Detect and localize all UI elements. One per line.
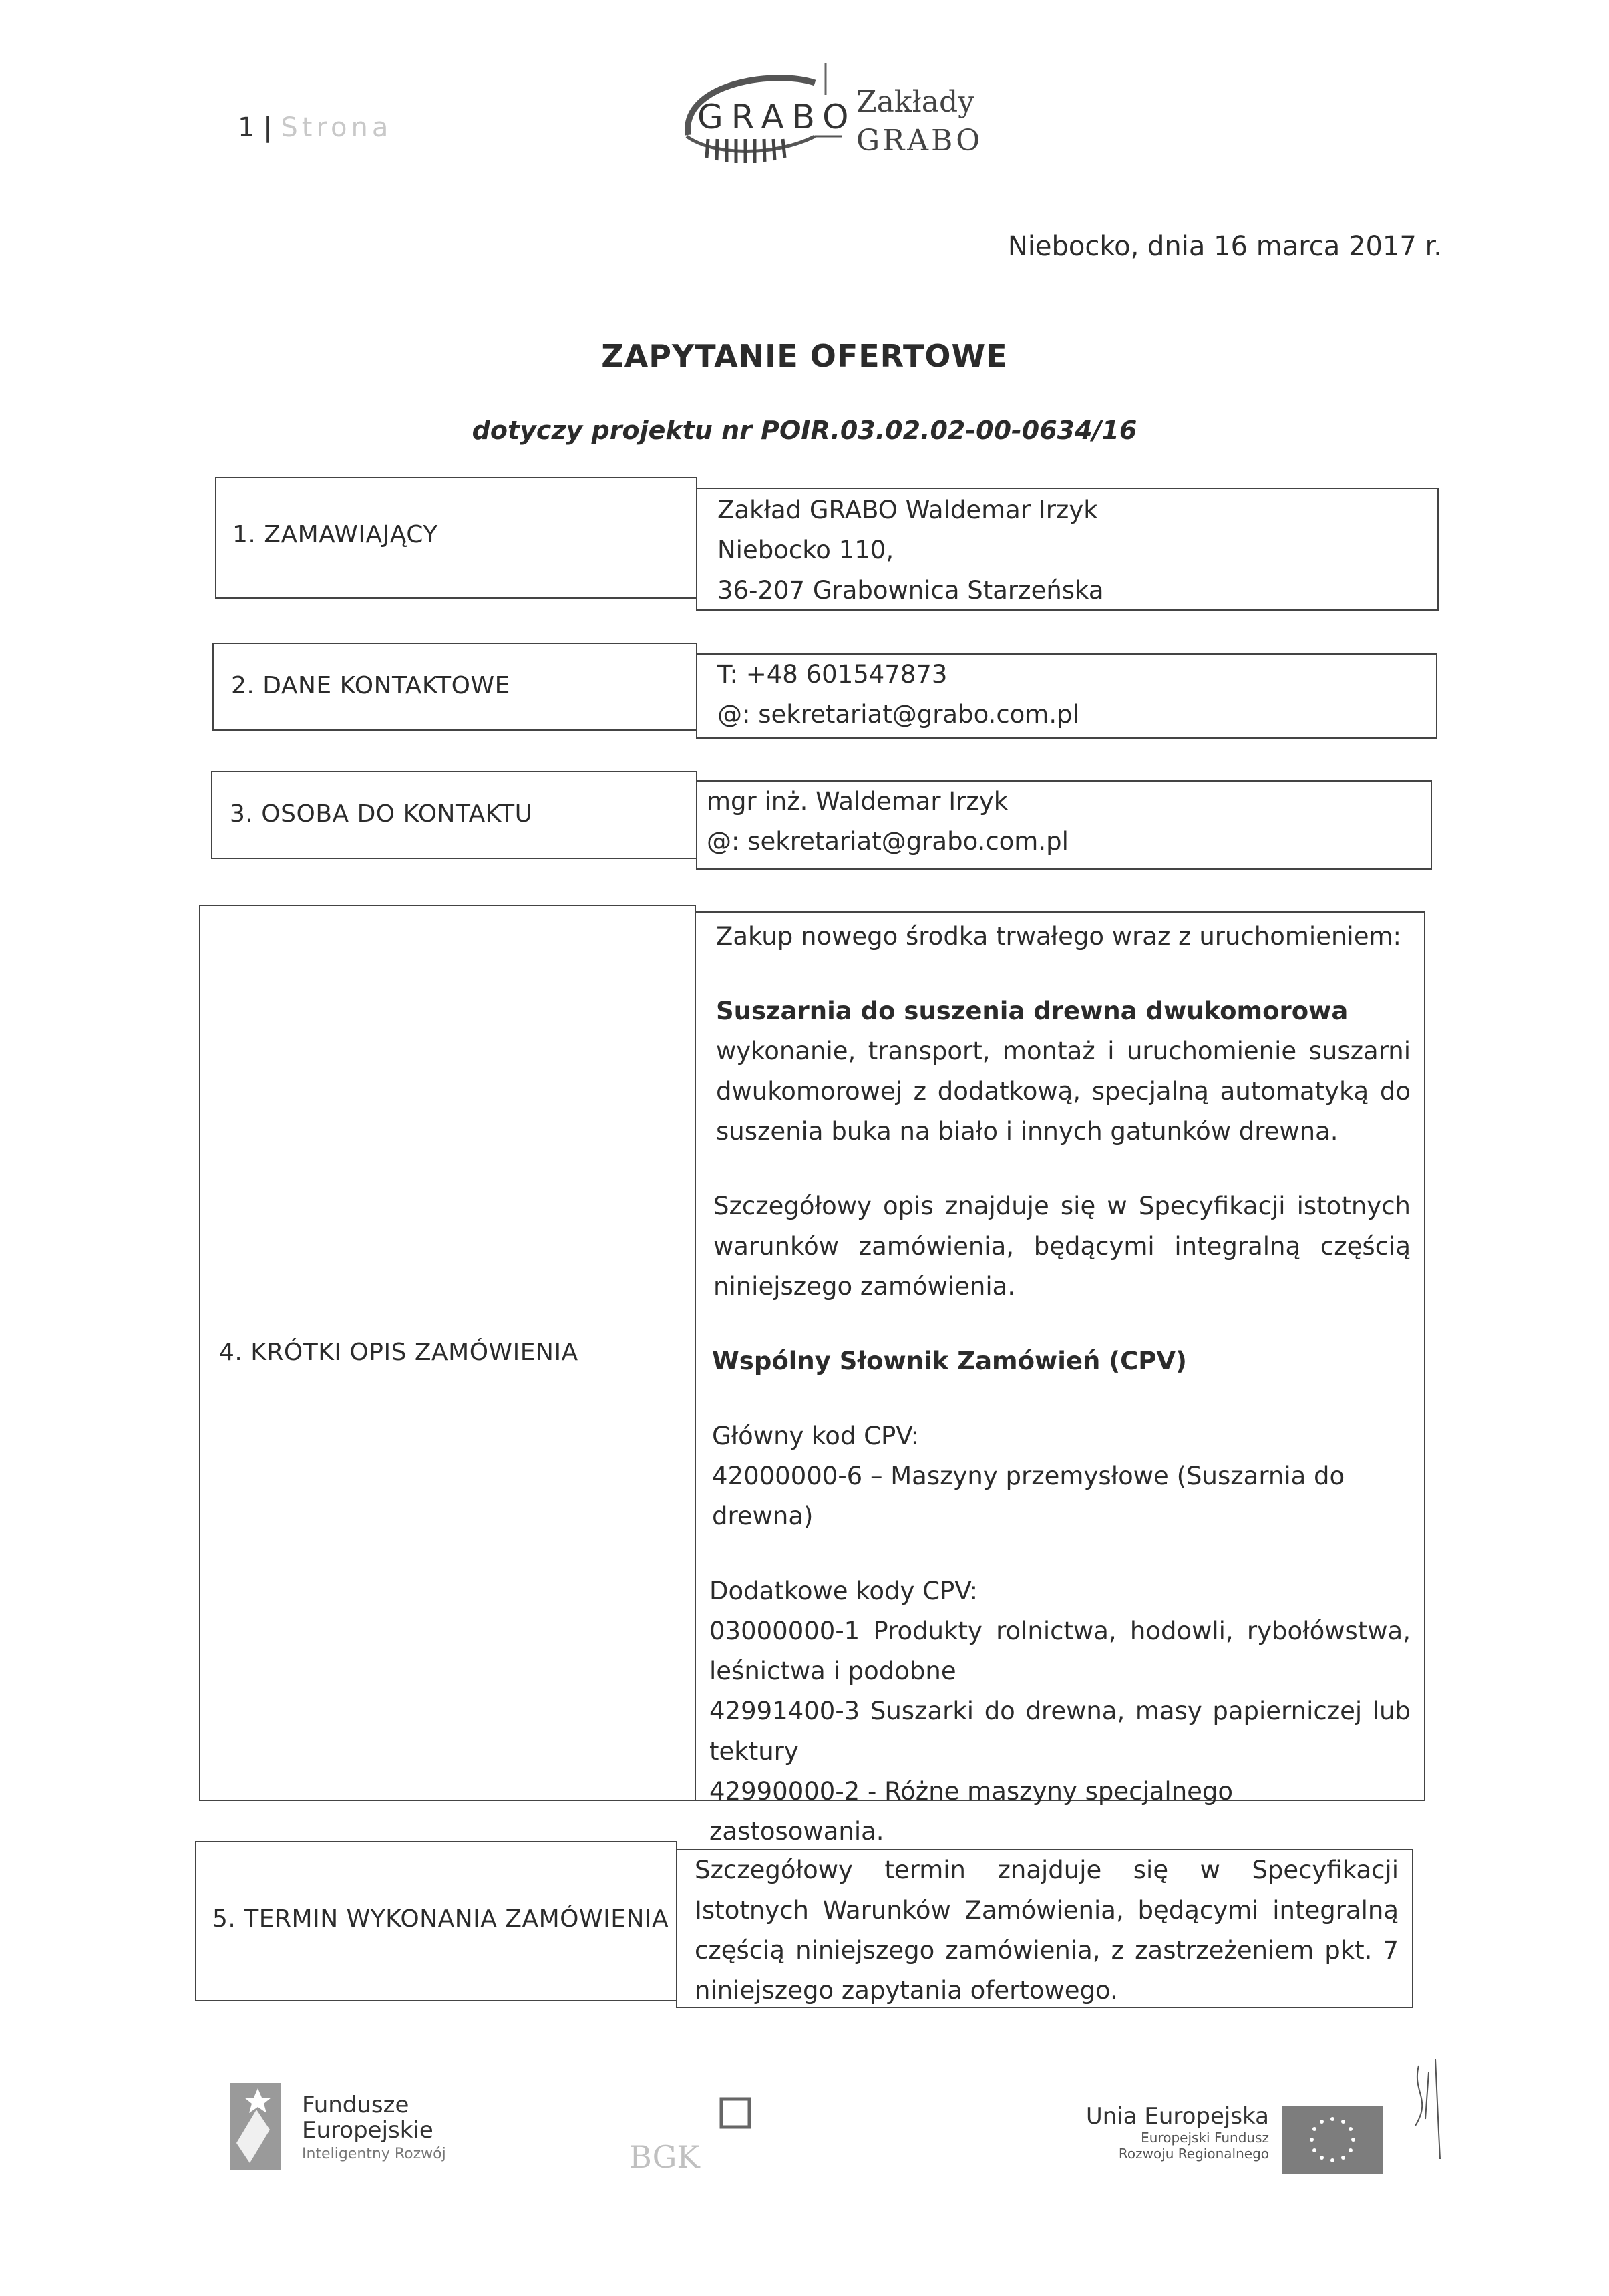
page-number-value: 1 (238, 112, 255, 143)
section-1-line: 36-207 Grabownica Starzeńska (717, 576, 1104, 605)
section-4-main-cpv-label: Główny kod CPV: (712, 1422, 920, 1450)
eu-title: Unia Europejska (1085, 2103, 1269, 2130)
section-4-main-cpv: 42000000-6 – Maszyny przemysłowe (Suszarnia do drewna) (712, 1462, 1345, 1530)
section-1-value-cell (696, 488, 1439, 611)
document-title: ZAPYTANIE OFERTOWE (601, 338, 1008, 374)
section-4-extra-cpv-item: 03000000-1 Produkty rolnictwa, hodowli, rybołówstwa, leśnictwa i podobne (709, 1617, 1411, 1685)
logo-line1: Zakłady (856, 85, 974, 119)
signature-mark (1399, 2052, 1452, 2166)
document-date: Niebocko, dnia 16 marca 2017 r. (1007, 231, 1442, 262)
fe-logo (230, 2083, 281, 2172)
eu-line2: Rozwoju Regionalnego (1118, 2146, 1269, 2162)
fe-logo-text (302, 2092, 446, 2162)
section-4-cpv-heading: Wspólny Słownik Zamówień (CPV) (712, 1347, 1187, 1375)
section-4-intro: Zakup nowego środka trwałego wraz z uruchomieniem: (716, 922, 1401, 951)
page-number: 1 | Strona (238, 112, 393, 143)
fe-line1: Fundusze (302, 2092, 409, 2118)
section-2-line: T: +48 601547873 (717, 660, 948, 689)
fe-line3: Inteligentny Rozwój (302, 2146, 446, 2162)
section-4-label: 4. KRÓTKI OPIS ZAMÓWIENIA (219, 1339, 578, 1366)
bgk-text: BGK (629, 2139, 700, 2175)
company-logo (675, 56, 982, 176)
section-3-label: 3. OSOBA DO KONTAKTU (230, 800, 533, 828)
section-4-extra-cpv-item: 42991400-3 Suszarki do drewna, masy papierniczej lub tektury (709, 1697, 1411, 1766)
section-4-value-cell (695, 911, 1425, 1846)
eu-line1: Europejski Fundusz (1141, 2130, 1269, 2146)
section-2-value-cell (696, 653, 1437, 739)
section-5-label-cell (195, 1841, 677, 2001)
section-4-extra-cpv-label: Dodatkowe kody CPV: (709, 1577, 978, 1605)
fe-logo-icon (230, 2083, 281, 2170)
section-5-value-cell (676, 1849, 1413, 2008)
section-1-line: Niebocko 110, (717, 536, 894, 564)
section-2-line: @: sekretariat@grabo.com.pl (717, 700, 1079, 729)
page-label: Strona (281, 112, 393, 143)
section-4-extra-cpv-item: 42990000-2 - Różne maszyny specjalnego zastosowania. (709, 1777, 1234, 1846)
bgk-logo (617, 2096, 777, 2183)
logo-line2: GRABO (856, 124, 983, 158)
section-1-label-cell (215, 477, 697, 599)
section-1-label: 1. ZAMAWIAJĄCY (232, 521, 438, 548)
section-1-line: Zakład GRABO Waldemar Irzyk (717, 496, 1098, 524)
section-3-line: @: sekretariat@grabo.com.pl (707, 827, 1069, 856)
logo-brand: GRABO (697, 98, 857, 136)
section-4-label-cell (199, 905, 696, 1801)
section-2-label: 2. DANE KONTAKTOWE (231, 672, 510, 699)
section-3-label-cell (211, 771, 697, 859)
section-4-spec: Szczegółowy opis znajduje się w Specyfikacji istotnych warunków zamówienia, będącymi integralną częścią niniejszego zamówienia. (713, 1192, 1411, 1301)
section-5-text: Szczegółowy termin znajduje się w Specyfikacji Istotnych Warunków Zamówienia, będącymi integralną częścią niniejszego zamówienia, z zastrzeżeniem pkt. 7 niniejszego zapytania ofertowego. (695, 1856, 1399, 2005)
logo-text (856, 83, 982, 160)
section-2-label-cell (212, 643, 697, 731)
section-5-label: 5. TERMIN WYKONANIA ZAMÓWIENIA (212, 1905, 669, 1933)
fe-line2: Europejskie (302, 2117, 433, 2144)
section-3-value-cell (696, 780, 1432, 870)
section-4-description: wykonanie, transport, montaż i uruchomienie suszarni dwukomorowej z dodatkową, specjalną automatyką do suszenia buka na biało i innych gatunków drewna. (716, 1037, 1411, 1146)
eu-text (1069, 2103, 1269, 2162)
eu-flag-icon (1282, 2106, 1383, 2174)
section-3-line: mgr inż. Waldemar Irzyk (707, 787, 1009, 816)
section-4-heading: Suszarnia do suszenia drewna dwukomorowa (716, 997, 1349, 1025)
document-subtitle: dotyczy projektu nr POIR.03.02.02-00-0634/16 (472, 416, 1137, 445)
